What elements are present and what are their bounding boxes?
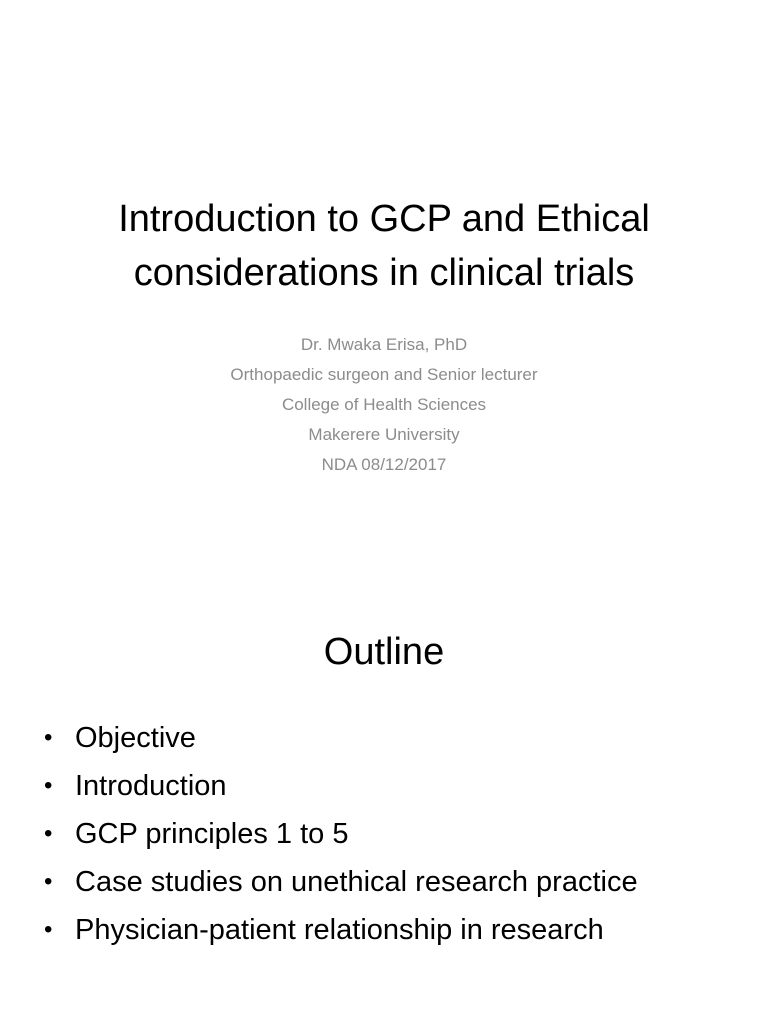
list-item-text: Introduction xyxy=(75,770,227,802)
bullet-icon: • xyxy=(44,724,53,751)
slide-title xyxy=(40,192,728,300)
list-item-text: GCP principles 1 to 5 xyxy=(75,818,349,850)
outline-slide xyxy=(0,576,768,1024)
slide-subtitle xyxy=(60,330,708,480)
list-item-text: Case studies on unethical research practice xyxy=(75,866,638,898)
list-item xyxy=(40,858,740,906)
outline-title: Outline xyxy=(323,631,445,673)
author-name: Dr. Mwaka Erisa, PhD xyxy=(300,335,468,354)
list-item xyxy=(40,762,740,810)
outline-list xyxy=(40,714,740,954)
bullet-icon: • xyxy=(44,820,53,847)
bullet-icon: • xyxy=(44,772,53,799)
author-university: Makerere University xyxy=(308,425,460,444)
bullet-icon: • xyxy=(44,868,53,895)
author-position: Orthopaedic surgeon and Senior lecturer xyxy=(230,365,538,384)
slide-title-line: considerations in clinical trials xyxy=(133,252,635,294)
presentation-date: NDA 08/12/2017 xyxy=(321,455,447,474)
author-college: College of Health Sciences xyxy=(281,395,487,414)
list-item-text: Objective xyxy=(75,722,196,754)
list-item-text: Physician-patient relationship in research xyxy=(75,914,604,946)
list-item xyxy=(40,906,740,954)
bullet-icon: • xyxy=(44,916,53,943)
slide-title-line: Introduction to GCP and Ethical xyxy=(118,198,650,240)
list-item xyxy=(40,810,740,858)
list-item xyxy=(40,714,740,762)
